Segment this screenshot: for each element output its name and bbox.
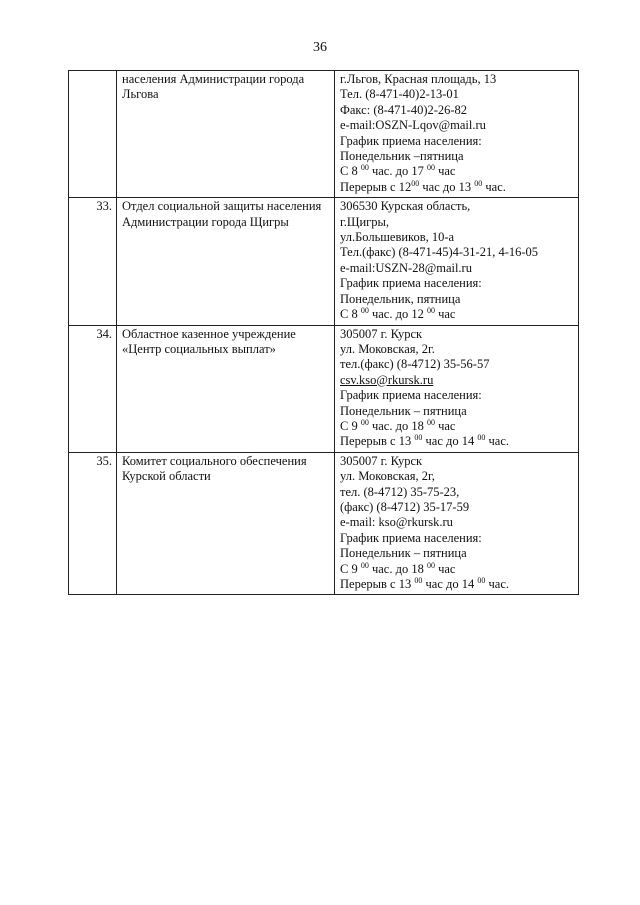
- contact-text: час: [434, 307, 456, 322]
- contact-info-line: [340, 531, 574, 546]
- contact-text: час до 14: [422, 434, 478, 449]
- contact-text: График приема населения:: [340, 530, 482, 545]
- contact-info-line: [340, 357, 574, 372]
- contact-text: С 8: [340, 307, 361, 322]
- contact-info: [335, 325, 579, 452]
- contact-info-line: [340, 419, 574, 434]
- contact-info-line: [340, 134, 574, 149]
- contact-info-line: [340, 276, 574, 291]
- contact-info: [335, 198, 579, 325]
- contact-text: ул.Большевиков, 10-а: [340, 230, 455, 245]
- contact-info-line: [340, 546, 574, 561]
- contact-info-line: [340, 230, 574, 245]
- contact-info: [335, 452, 579, 595]
- time-superscript: 00: [477, 433, 486, 443]
- contact-info-line: [340, 515, 574, 530]
- time-superscript: 00: [360, 417, 369, 427]
- organization-name: [117, 452, 335, 595]
- organization-name: [117, 325, 335, 452]
- contact-text: Перерыв с 13: [340, 577, 415, 591]
- row-number: 34.: [69, 325, 117, 452]
- contact-info-line: [340, 199, 574, 214]
- contact-text: С 8: [340, 164, 361, 179]
- contact-info-line: [340, 469, 574, 484]
- contact-text: Понедельник – пятница: [340, 546, 467, 561]
- table-row: [69, 198, 579, 325]
- contact-text: С 9: [340, 561, 361, 576]
- contact-info-line: [340, 342, 574, 357]
- contact-text: 305007 г. Курск: [340, 326, 423, 341]
- contact-text: час. до 18: [368, 418, 427, 433]
- contact-info-line: [340, 118, 574, 133]
- contact-text: час. до 12: [368, 307, 427, 322]
- time-superscript: 00: [426, 163, 435, 173]
- contact-text: час до 13: [419, 179, 475, 194]
- contact-text: Перерыв с 13: [340, 434, 415, 449]
- contact-text: ул. Моковская, 2г.: [340, 341, 435, 356]
- contact-info-line: [340, 292, 574, 307]
- time-superscript: 00: [414, 433, 423, 443]
- contact-info-line: [340, 72, 574, 87]
- time-superscript: 00: [360, 306, 369, 316]
- contact-info-line: [340, 500, 574, 515]
- contact-info-line: [340, 215, 574, 230]
- time-superscript: 00: [414, 576, 423, 585]
- contact-text: 305007 г. Курск: [340, 453, 423, 468]
- organization-name: [117, 198, 335, 325]
- time-superscript: 00: [360, 560, 369, 570]
- contact-text: час до 14: [422, 577, 478, 591]
- time-superscript: 00: [426, 306, 435, 316]
- organization-name-line: Комитет социального обеспечения Курской области: [122, 453, 307, 484]
- contact-info-line: [340, 261, 574, 276]
- page-number: 36: [313, 40, 327, 55]
- contact-info-line: [340, 485, 574, 500]
- row-number: 33.: [69, 198, 117, 325]
- organization-name-line: Отдел социальной защиты населения Администрации города Щигры: [122, 199, 322, 229]
- contact-text: С 9: [340, 418, 361, 433]
- contact-text: 306530 Курская область,: [340, 199, 471, 214]
- contact-text: час.: [485, 434, 509, 449]
- contact-info-line: [340, 87, 574, 102]
- contact-text: Понедельник, пятница: [340, 291, 461, 306]
- time-superscript: 00: [474, 178, 483, 188]
- table-row: [69, 325, 579, 452]
- contact-info-line: [340, 245, 574, 260]
- contact-text: e-mail:USZN-28@mail.ru: [340, 260, 472, 275]
- contact-text: час. до 18: [368, 561, 427, 576]
- contact-info-line: [340, 434, 574, 449]
- contact-info-line: [340, 164, 574, 179]
- contact-info-line: [340, 577, 574, 592]
- table-row: [69, 452, 579, 595]
- contact-text: Перерыв с 12: [340, 179, 412, 194]
- contact-info-line: [340, 404, 574, 419]
- contact-text: час.: [485, 577, 509, 591]
- contact-text: (факс) (8-4712) 35-17-59: [340, 499, 470, 514]
- table-body: [69, 71, 579, 595]
- contact-text: час: [434, 418, 456, 433]
- contact-text: График приема населения:: [340, 276, 482, 291]
- row-number: 35.: [69, 452, 117, 595]
- contact-text: час. до 17: [368, 164, 427, 179]
- contact-text: График приема населения:: [340, 133, 482, 148]
- contact-info-line: [340, 454, 574, 469]
- organization-name-line: населения Администрации города Льгова: [122, 72, 305, 102]
- contact-text: Понедельник –пятница: [340, 149, 464, 164]
- contact-text: ул. Моковская, 2г,: [340, 469, 435, 484]
- contact-text: e-mail:OSZN-Lqov@mail.ru: [340, 118, 486, 133]
- contact-text: тел. (8-4712) 35-75-23,: [340, 484, 460, 499]
- contact-info-line: [340, 562, 574, 577]
- contact-info-line: [340, 373, 574, 388]
- time-superscript: 00: [360, 163, 369, 173]
- contact-info-line: [340, 307, 574, 322]
- contact-text: e-mail: kso@rkursk.ru: [340, 515, 453, 530]
- contact-text: Понедельник – пятница: [340, 403, 467, 418]
- contact-text: г.Льгов, Красная площадь, 13: [340, 72, 497, 86]
- contact-text: г.Щигры,: [340, 214, 390, 229]
- time-superscript: 00: [426, 560, 435, 570]
- contact-info-line: [340, 103, 574, 118]
- contact-info-line: [340, 149, 574, 164]
- table-row: [69, 71, 579, 198]
- time-superscript: 00: [426, 417, 435, 427]
- contact-text: тел.(факс) (8-4712) 35-56-57: [340, 357, 490, 372]
- contact-text: Тел.(факс) (8-471-45)4-31-21, 4-16-05: [340, 245, 539, 260]
- organization-name-line: Областное казенное учреждение «Центр социальных выплат»: [122, 326, 296, 356]
- contact-info-line: [340, 180, 574, 195]
- contact-info-line: [340, 327, 574, 342]
- time-superscript: 00: [477, 576, 486, 585]
- contact-text: час.: [482, 179, 506, 194]
- contact-text: час: [434, 561, 456, 576]
- contact-info-line: [340, 388, 574, 403]
- row-number: [69, 71, 117, 198]
- contact-text: Факс: (8-471-40)2-26-82: [340, 102, 468, 117]
- contacts-table: [68, 70, 579, 595]
- email-link[interactable]: csv.kso@rkursk.ru: [340, 372, 434, 387]
- contact-text: Тел. (8-471-40)2-13-01: [340, 87, 459, 102]
- contact-info: [335, 71, 579, 198]
- contact-text: час: [434, 164, 456, 179]
- time-superscript: 00: [411, 178, 420, 188]
- contact-text: График приема населения:: [340, 388, 482, 403]
- organization-name: [117, 71, 335, 198]
